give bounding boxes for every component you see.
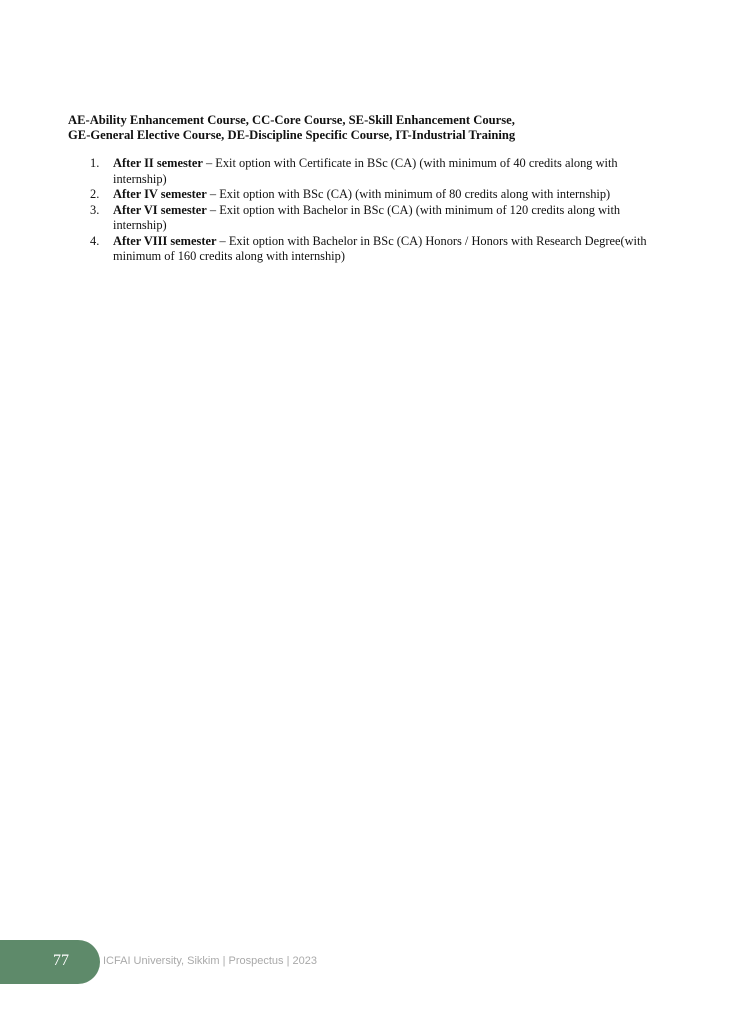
list-item-text: – Exit option with Bachelor in BSc (CA) Honors / Honors with Research Degree(with minimum of 160 credits along with internship) bbox=[113, 233, 647, 263]
list-item-text: – Exit option with BSc (CA) (with minimum of 80 credits along with internship) bbox=[206, 187, 611, 201]
page-footer bbox=[0, 940, 420, 984]
list-item bbox=[68, 156, 668, 187]
footer-text: ICFAI University, Sikkim | Prospectus | 2023 bbox=[103, 955, 317, 967]
list-item-number: 3. bbox=[90, 202, 100, 217]
list-item-text: – Exit option with Certificate in BSc (CA) (with minimum of 40 credits along with internship) bbox=[113, 156, 618, 186]
page-number: 77 bbox=[53, 952, 69, 969]
list-item-number: 4. bbox=[90, 233, 100, 248]
list-item bbox=[68, 234, 668, 265]
list-item-number: 1. bbox=[90, 156, 100, 170]
list-item-stage: After IV semester bbox=[113, 187, 207, 201]
abbreviation-legend bbox=[68, 113, 688, 143]
abbreviation-line-2: GE-General Elective Course, DE-Discipline Specific Course, IT-Industrial Training bbox=[68, 128, 516, 142]
list-item bbox=[68, 203, 668, 234]
list-item-stage: After II semester bbox=[113, 156, 203, 170]
abbreviation-line-1: AE-Ability Enhancement Course, CC-Core Course, SE-Skill Enhancement Course, bbox=[68, 113, 515, 127]
list-item-stage: After VIII semester bbox=[113, 233, 217, 248]
page-number-tab bbox=[0, 940, 100, 984]
list-item bbox=[68, 187, 668, 203]
list-item-number: 2. bbox=[90, 187, 100, 201]
exit-options-list bbox=[68, 156, 668, 265]
list-item-stage: After VI semester bbox=[113, 202, 207, 217]
list-item-text: – Exit option with Bachelor in BSc (CA) (with minimum of 120 credits along with internship) bbox=[113, 202, 621, 232]
